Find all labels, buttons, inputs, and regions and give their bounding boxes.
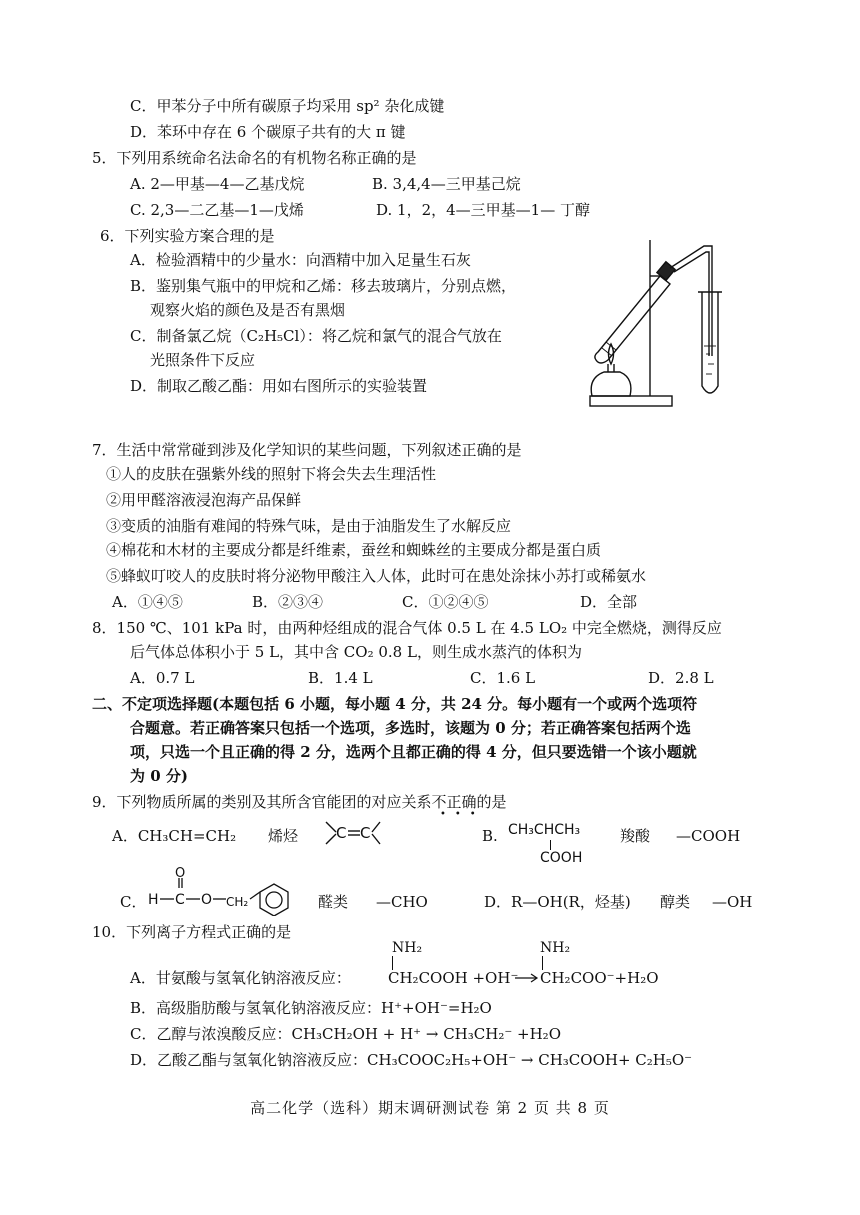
- q8-option-a: A．0.7 L: [130, 669, 195, 687]
- q10-option-a-right: CH₂COO⁻+H₂O: [540, 969, 659, 987]
- q6-option-c-line2: 光照条件下反应: [150, 351, 256, 369]
- q8-stem-line2: 后气体总体积小于 5 L，其中含 CO₂ 0.8 L，则生成水蒸汽的体积为: [130, 643, 582, 661]
- q8-option-b: B．1.4 L: [308, 669, 373, 687]
- q5-option-b: B. 3,4,4—三甲基己烷: [372, 175, 521, 193]
- q9-option-d-group: —OH: [712, 893, 753, 911]
- q9-option-b-label: B.: [482, 827, 498, 845]
- q7-item-1: ①人的皮肤在强紫外线的照射下将会失去生理活性: [106, 465, 437, 483]
- section2-line4: 为 0 分): [130, 767, 188, 785]
- q9-stem: 9．下列物质所属的类别及其所含官能团的对应关系不正确的是: [92, 793, 507, 811]
- formate-h: H: [148, 892, 159, 908]
- q9-option-b-class: 羧酸: [620, 827, 651, 845]
- q9-option-d: D．R—OH(R，烃基): [484, 893, 631, 911]
- q9-option-d-class: 醇类: [660, 893, 691, 911]
- section2-line3: 项，只选一个且正确的得 2 分，选两个且都正确的得 4 分，但只要选错一个该小题就: [130, 743, 697, 761]
- q7-item-2: ②用甲醛溶液浸泡海产品保鲜: [106, 491, 302, 509]
- q6-stem: 6．下列实验方案合理的是: [100, 227, 275, 245]
- q7-item-5: ⑤蜂蚁叮咬人的皮肤时将分泌物甲酸注入人体，此时可在患处涂抹小苏打或稀氨水: [106, 567, 647, 585]
- q6-option-d: D．制取乙酸乙酯：用如右图所示的实验装置: [130, 377, 428, 395]
- q9-option-c-label: C．: [120, 893, 147, 911]
- q7-option-d: D．全部: [580, 593, 638, 611]
- q7-stem: 7．生活中常常碰到涉及化学知识的某些问题，下列叙述正确的是: [92, 441, 522, 459]
- section2-line1: 二、不定项选择题(本题包括 6 小题，每小题 4 分，共 24 分。每小题有一个或两个选项符: [92, 695, 698, 713]
- q9-option-c-group: —CHO: [376, 893, 428, 911]
- q4-option-c: C．甲苯分子中所有碳原子均采用 sp² 杂化成键: [130, 97, 445, 115]
- q5-option-a: A. 2—甲基—4—乙基戊烷: [130, 175, 305, 193]
- q5-option-d: D. 1，2，4—三甲基—1— 丁醇: [376, 201, 590, 219]
- q6-option-b-line1: B．鉴别集气瓶中的甲烷和乙烯：移去玻璃片，分别点燃，: [130, 277, 517, 295]
- esterification-apparatus-figure: [578, 236, 750, 416]
- emphasis-dots: •••: [440, 809, 485, 820]
- q9-option-b-formula-bottom: COOH: [540, 850, 583, 866]
- reaction-arrow-icon: [514, 972, 540, 984]
- benzyl-formate-structure: [146, 866, 316, 916]
- glycine-nh2-label: NH₂: [392, 940, 423, 956]
- q4-option-d: D．苯环中存在 6 个碳原子共有的大 π 键: [130, 123, 406, 141]
- svg-text:C: C: [360, 824, 371, 842]
- alkene-functional-group-icon: [322, 818, 382, 848]
- q6-option-a: A．检验酒精中的少量水：向酒精中加入足量生石灰: [130, 251, 471, 269]
- page-footer: 高二化学（选科）期末调研测试卷 第 2 页 共 8 页: [250, 1099, 610, 1117]
- q7-option-a: A．①④⑤: [112, 593, 183, 611]
- q7-option-b: B．②③④: [252, 593, 324, 611]
- carbonyl-oxygen: O: [175, 866, 186, 881]
- q9-option-a-class: 烯烃: [268, 827, 299, 845]
- q8-option-c: C．1.6 L: [470, 669, 536, 687]
- q9-option-a-formula: A．CH₃CH=CH₂: [112, 827, 237, 845]
- section2-line2: 合题意。若正确答案只包括一个选项，多选时，该题为 0 分；若正确答案包括两个选: [130, 719, 691, 737]
- q10-option-d: D．乙酸乙酯与氢氧化钠溶液反应：CH₃COOC₂H₅+OH⁻ → CH₃COOH+ C₂H₅O⁻: [130, 1051, 693, 1069]
- ester-oxygen: O: [201, 892, 213, 908]
- q9-option-b-group: —COOH: [676, 827, 741, 845]
- q10-option-c: C．乙醇与浓溴酸反应：CH₃CH₂OH + H⁺ → CH₃CH₂⁻ +H₂O: [130, 1025, 561, 1043]
- q7-option-c: C．①②④⑤: [402, 593, 489, 611]
- q10-stem: 10．下列离子方程式正确的是: [92, 923, 292, 941]
- q8-stem-line1: 8．150 ℃、101 kPa 时，由两种烃组成的混合气体 0.5 L 在 4.5 LO₂ 中完全燃烧，测得反应: [92, 619, 722, 637]
- q9-option-c-class: 醛类: [318, 893, 349, 911]
- q10-option-a-left: CH₂COOH +OH⁻: [388, 969, 519, 987]
- q10-option-b: B．高级脂肪酸与氢氧化钠溶液反应：H⁺+OH⁻=H₂O: [130, 999, 492, 1017]
- q8-option-d: D．2.8 L: [648, 669, 714, 687]
- q7-item-3: ③变质的油脂有难闻的特殊气味，是由于油脂发生了水解反应: [106, 517, 512, 535]
- q9-option-b-formula-top: CH₃CHCH₃: [508, 822, 581, 838]
- q7-item-4: ④棉花和木材的主要成分都是纤维素，蚕丝和蜘蛛丝的主要成分都是蛋白质: [106, 541, 602, 559]
- q6-option-b-line2: 观察火焰的颜色及是否有黑烟: [150, 301, 346, 319]
- glycinate-nh2-label: NH₂: [540, 940, 571, 956]
- q5-option-c: C. 2,3—二乙基—1—戊烯: [130, 201, 304, 219]
- methylene-group: CH₂: [226, 895, 249, 909]
- q6-option-c-line1: C．制备氯乙烷（C₂H₅Cl）：将乙烷和氯气的混合气放在: [130, 327, 502, 345]
- svg-text:C: C: [336, 824, 347, 842]
- svg-text:C: C: [175, 892, 185, 908]
- q5-stem: 5．下列用系统命名法命名的有机物名称正确的是: [92, 149, 417, 167]
- q10-option-a-prefix: A．甘氨酸与氢氧化钠溶液反应：: [130, 969, 351, 987]
